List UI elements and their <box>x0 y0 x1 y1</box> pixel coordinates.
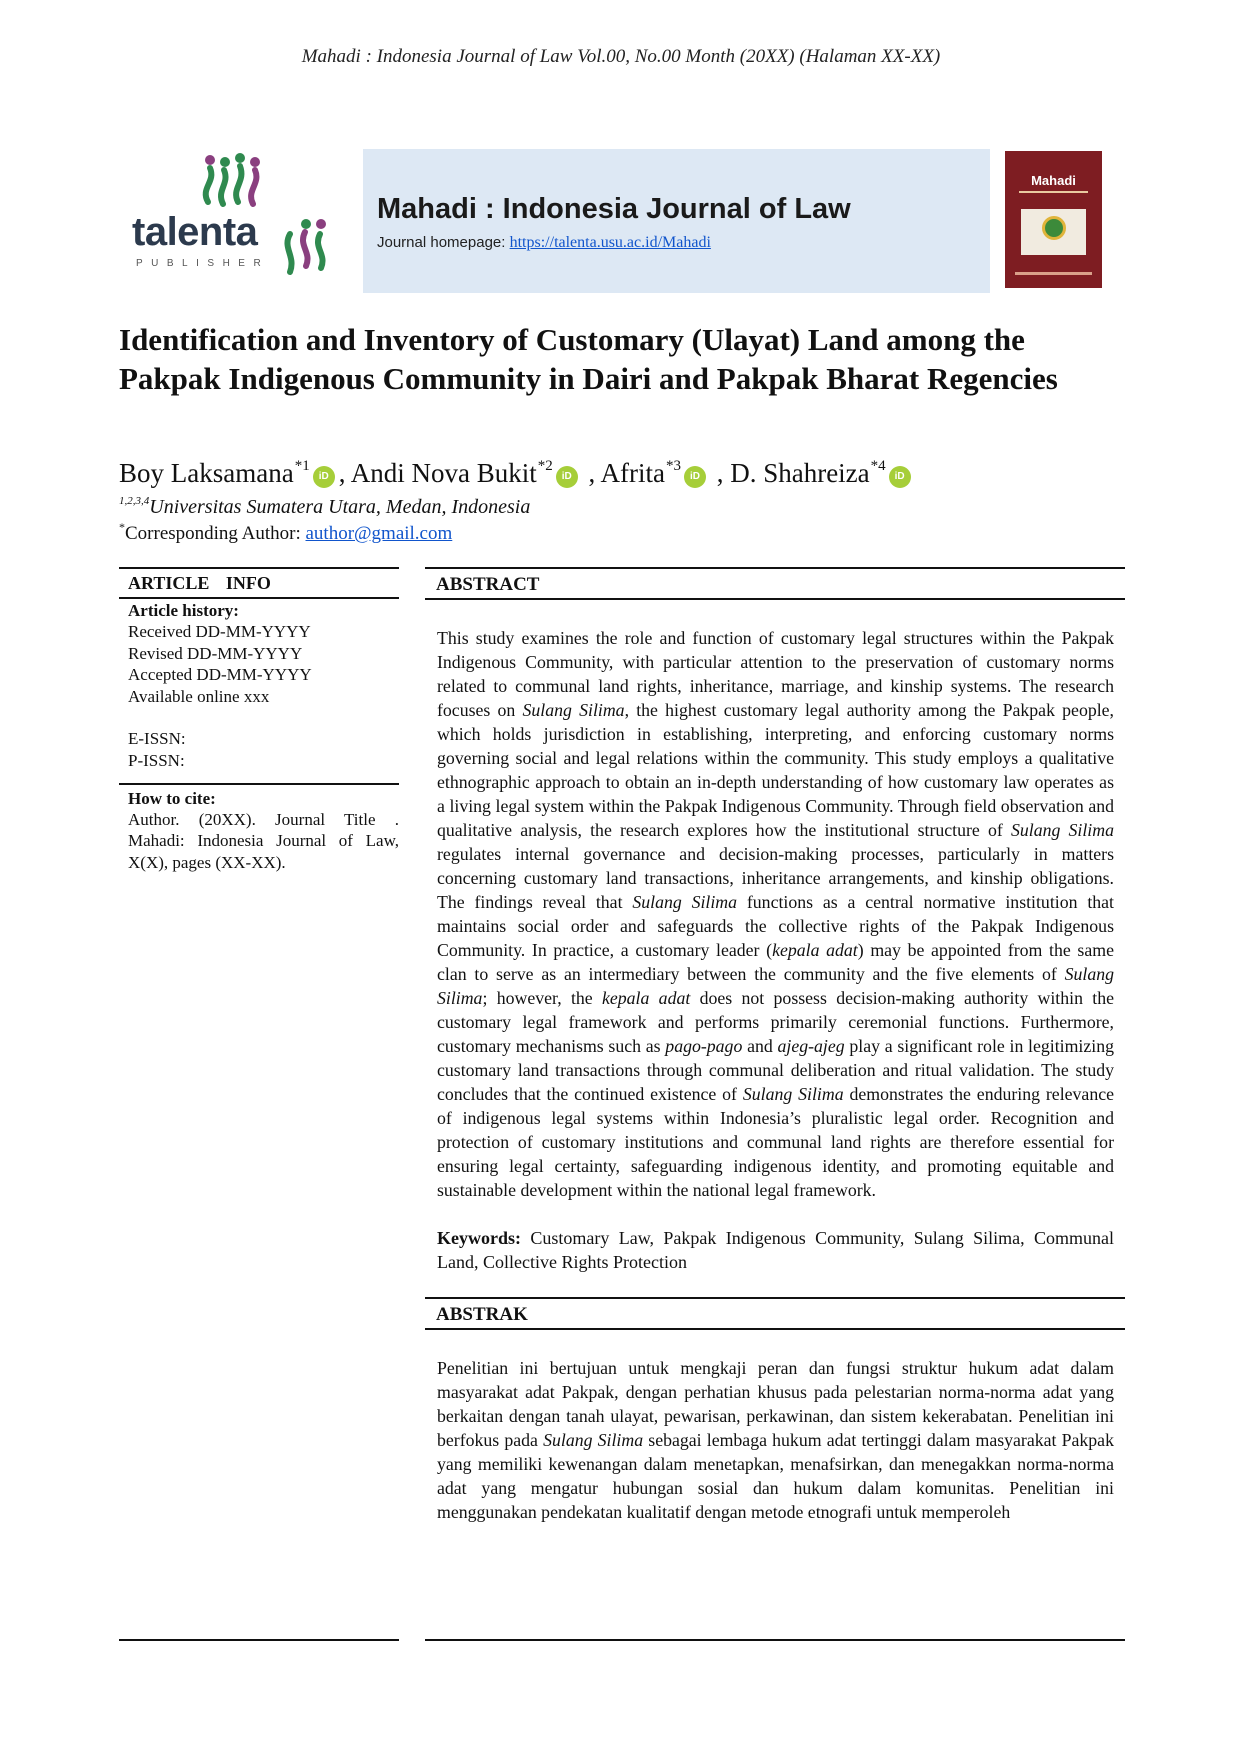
eissn: E-ISSN: <box>128 729 186 749</box>
keywords-label: Keywords: <box>437 1228 521 1248</box>
affiliation-text: Universitas Sumatera Utara, Medan, Indonesia <box>149 496 531 518</box>
article-title: Identification and Inventory of Customary (Ulayat) Land among the Pakpak Indigenous Community in Dairi and Pakpak Bharat Regencies <box>119 322 1058 396</box>
orcid-icon[interactable]: iD <box>313 466 335 488</box>
received-date: Received DD-MM-YYYY <box>128 622 311 641</box>
author-list: Boy Laksamana$^{*1}$iD , Andi Nova Bukit$^{*2}$iD , Afrita$^{*3}$iD , D. Shahreiza$^{*4}$iD <box>119 458 915 489</box>
publisher-logo <box>130 148 350 278</box>
corresponding-mark: * <box>119 520 125 534</box>
orcid-icon[interactable]: iD <box>684 466 706 488</box>
author-name: Boy Laksamana <box>119 458 294 488</box>
abstract-text: This study examines the role and function of customary legal structures within the Pakpak Indigenous Community, with particular attention to the preservation of customary norms related to communal land rights, inheritance, marriage, and kinship systems. The research focuses on Sulang Silima, the highest customary legal authority among the Pakpak people, which holds jurisdiction in establishing, interpreting, and enforcing customary norms governing social and legal relations within the community. This study employs a qualitative ethnographic approach to obtain an in-depth understanding of how customary law operates as a living legal system within the Pakpak Indigenous Community. Through field observation and qualitative analysis, the research explores how the institutional structure of Sulang Silima regulates internal governance and decision-making processes, particularly in matters concerning customary land transactions, inheritance arrangements, and kinship obligations. The findings reveal that Sulang Silima functions as a central normative institution that maintains social order and safeguards the collective rights of the Pakpak Indigenous Community. In practice, a customary leader (kepala adat) may be appointed from the same clan to serve as an intermediary between the community and the five elements of Sulang Silima; however, the kepala adat does not possess decision-making authority within the customary legal framework and performs primarily ceremonial functions. Furthermore, customary mechanisms such as pago-pago and ajeg-ajeg play a significant role in legitimizing customary land transactions through communal deliberation and ritual validation. The study concludes that the continued existence of Sulang Silima demonstrates the enduring relevance of indigenous legal systems within Indonesia’s pluralistic legal order. Recognition and protection of customary institutions and communal land rights are therefore essential for ensuring legal certainty, safeguarding indigenous identity, and promoting equitable and sustainable development within the national legal framework. <box>437 628 1115 1200</box>
history-heading: Article history: <box>128 601 239 620</box>
affiliation-marks: 1,2,3,4 <box>119 495 150 507</box>
author-mark: *1 <box>294 458 310 474</box>
cite-text: Author. (20XX). Journal Title . Mahadi: Indonesia Journal of Law, X(X), pages (XX-XX). <box>128 809 399 872</box>
journal-homepage <box>377 234 711 252</box>
column-end-rule <box>119 1639 399 1641</box>
journal-name: Mahadi : Indonesia Journal of Law <box>377 193 851 225</box>
accepted-date: Accepted DD-MM-YYYY <box>128 665 312 685</box>
university-seal-icon <box>1042 216 1066 240</box>
pissn: P-ISSN: <box>128 750 185 770</box>
column-end-rule <box>425 1639 1125 1641</box>
affiliation <box>119 495 530 519</box>
journal-cover-image <box>1005 151 1102 288</box>
author-mark: *3 <box>665 458 681 474</box>
publisher-name: talenta <box>132 210 258 254</box>
running-head: Mahadi : Indonesia Journal of Law Vol.00, No.00 Month (20XX) (Halaman XX-XX) <box>301 46 941 67</box>
author-mark: *4 <box>870 458 886 474</box>
cover-title: Mahadi <box>1031 173 1076 188</box>
keywords <box>425 1226 1125 1274</box>
homepage-label: Journal homepage: <box>377 234 506 251</box>
corresponding-label: Corresponding Author: <box>125 523 301 544</box>
journal-banner <box>363 149 990 293</box>
keywords-text: Customary Law, Pakpak Indigenous Community, Sulang Silima, Communal Land, Collective Rights Protection <box>437 1228 1114 1272</box>
article-info-column <box>119 567 399 873</box>
corresponding-email-link[interactable]: author@gmail.com <box>305 523 453 544</box>
abstract-column <box>425 567 1125 1524</box>
revised-date: Revised DD-MM-YYYY <box>128 643 303 663</box>
orcid-icon[interactable]: iD <box>889 466 911 488</box>
article-history <box>119 621 399 772</box>
abstrak-heading: ABSTRAK <box>425 1297 1125 1330</box>
author-name: D. Shahreiza <box>730 458 870 488</box>
author-name: Andi Nova Bukit <box>350 458 537 488</box>
abstrak-text: Penelitian ini bertujuan untuk mengkaji peran dan fungsi struktur hukum adat dalam masyarakat adat Pakpak, dengan perhatian khusus pada pelestarian norma-norma adat yang berkaitan dengan tanah ulayat, pewarisan, perkawinan, dan sistem kekerabatan. Penelitian ini berfokus pada Sulang Silima sebagai lembaga hukum adat tertinggi dalam masyarakat Pakpak yang memiliki kewenangan dalam menetapkan, menafsirkan, dan menegakkan norma-norma adat yang mengatur hubungan sosial dan hukum dalam komunitas. Penelitian ini menggunakan pendekatan kualitatif dengan metode etnografi untuk memperoleh <box>437 1358 1114 1522</box>
article-info-heading: ARTICLE INFO <box>128 573 271 593</box>
author-mark: *2 <box>537 458 553 474</box>
publisher-tagline: PUBLISHER <box>136 258 270 269</box>
orcid-icon[interactable]: iD <box>556 466 578 488</box>
available-online: Available online xxx <box>128 686 270 706</box>
cite-heading: How to cite: <box>128 788 216 808</box>
author-name: Afrita <box>600 458 665 488</box>
cover-divider <box>1019 191 1088 193</box>
homepage-link[interactable]: https://talenta.usu.ac.id/Mahadi <box>509 234 711 251</box>
cover-footer-stripe <box>1015 272 1092 275</box>
abstract-heading: ABSTRACT <box>425 567 1125 600</box>
corresponding-author <box>119 520 452 545</box>
